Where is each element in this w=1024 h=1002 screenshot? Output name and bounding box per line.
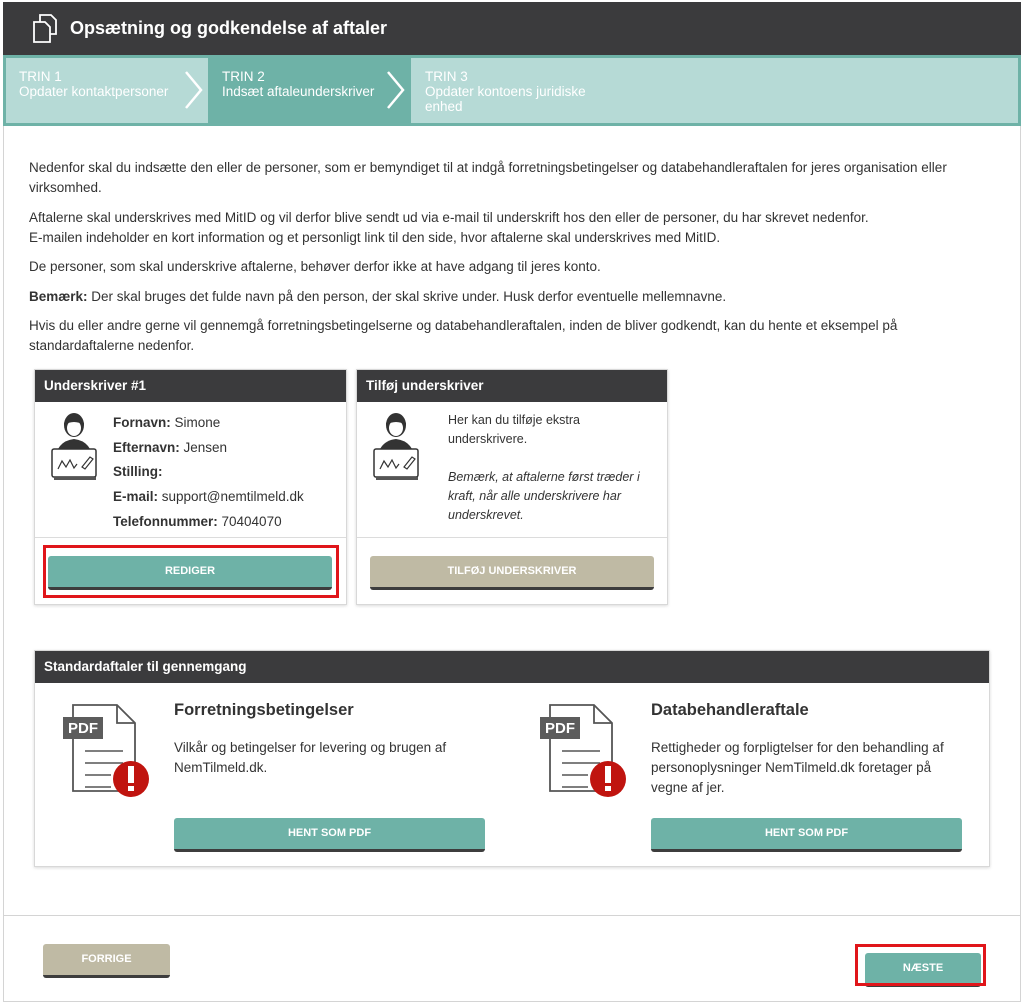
intro-paragraph: Nedenfor skal du indsætte den eller de personer, som er bemyndiget til at indgå forretningsbetingelser og databehandleraftalen for jeres organisation eller virksomhed. — [29, 160, 947, 195]
svg-text:PDF: PDF — [68, 720, 98, 737]
person-signing-icon — [370, 411, 422, 481]
last-name-value: Jensen — [179, 439, 228, 455]
header-bar — [3, 2, 1021, 55]
step-1[interactable] — [6, 58, 208, 123]
note-label: Bemærk: — [29, 288, 88, 304]
position-row — [113, 460, 304, 485]
add-signer-info — [448, 411, 648, 525]
next-button[interactable]: NÆSTE — [865, 953, 981, 987]
chevron-right-icon — [182, 70, 206, 110]
doc-title-dpa: Databehandleraftale — [651, 701, 809, 719]
step-progress — [3, 55, 1021, 126]
intro-line: Aftalerne skal underskrives med MitID og vil derfor blive sendt ud via e-mail til underskrift hos den eller de personer, du har skrevet nedenfor. — [29, 209, 869, 225]
email-label: E-mail: — [113, 489, 159, 505]
step-1-label: Opdater kontaktpersoner — [19, 84, 169, 99]
copy-documents-icon — [31, 14, 59, 44]
phone-row — [113, 510, 304, 535]
last-name-label: Efternavn: — [113, 439, 180, 455]
signer-card-title: Underskriver #1 — [35, 370, 346, 402]
step-1-number: TRIN 1 — [19, 69, 62, 84]
intro-text — [29, 158, 969, 366]
first-name-value: Simone — [170, 415, 221, 430]
page-title: Opsætning og godkendelse af aftaler — [70, 18, 388, 38]
intro-paragraph — [29, 287, 969, 307]
intro-paragraph: Hvis du eller andre gerne vil gennemgå forretningsbetingelserne og databehandleraftalen, inden de bliver godkendt, kan du hente et eksempel på standardaftalerne nedenfor. — [29, 318, 898, 353]
edit-signer-button[interactable]: REDIGER — [48, 556, 332, 590]
intro-line: E-mailen indeholder en kort information og et personligt link til den side, hvor aftalerne skal underskrives med MitID. — [29, 229, 721, 245]
person-signing-icon — [48, 411, 100, 481]
doc-desc-terms: Vilkår og betingelser for levering og brugen af NemTilmeld.dk. — [174, 740, 447, 775]
step-2-label: Indsæt aftaleunderskriver — [222, 84, 375, 99]
phone-label: Telefonnummer: — [113, 513, 218, 529]
email-value: support@nemtilmeld.dk — [158, 489, 304, 505]
first-name-label: Fornavn: — [113, 415, 171, 430]
highlight-box — [855, 944, 986, 986]
email-row — [113, 485, 304, 510]
signer-details — [113, 411, 304, 535]
step-2-number: TRIN 2 — [222, 69, 265, 84]
step-3[interactable] — [411, 58, 611, 123]
divider — [35, 537, 346, 538]
add-signer-text: Her kan du tilføje ekstra underskrivere. — [448, 413, 580, 446]
position-label: Stilling: — [113, 464, 163, 480]
intro-paragraph: De personer, som skal underskrive aftalerne, behøver derfor ikke at have adgang til jeres konto. — [29, 259, 601, 274]
step-3-label: Opdater kontoens juridiske enhed — [425, 84, 586, 114]
add-signer-card-title: Tilføj underskriver — [357, 370, 667, 402]
note-text: Der skal bruges det fulde navn på den person, der skal skrive under. Husk derfor eventuelle mellemnavne. — [87, 288, 727, 304]
standard-agreements-title: Standardaftaler til gennemgang — [35, 651, 989, 683]
chevron-right-icon — [384, 70, 408, 110]
svg-text:PDF: PDF — [545, 720, 575, 737]
download-terms-pdf-button[interactable]: HENT SOM PDF — [174, 818, 485, 852]
pdf-warning-icon — [61, 703, 153, 801]
previous-button[interactable]: FORRIGE — [43, 944, 170, 978]
step-3-number: TRIN 3 — [425, 69, 468, 84]
divider — [357, 537, 667, 538]
intro-paragraph — [29, 208, 969, 248]
phone-value: 70404070 — [217, 513, 282, 529]
add-signer-button[interactable]: TILFØJ UNDERSKRIVER — [370, 556, 654, 590]
first-name-row — [113, 411, 304, 436]
divider — [3, 915, 1021, 916]
highlight-box — [43, 545, 339, 598]
doc-desc-dpa: Rettigheder og forpligtelser for den behandling af personoplysninger NemTilmeld.dk foretager på vegne af jer. — [651, 740, 944, 795]
download-dpa-pdf-button[interactable]: HENT SOM PDF — [651, 818, 962, 852]
step-2[interactable] — [208, 58, 411, 123]
doc-title-terms: Forretningsbetingelser — [174, 701, 354, 719]
last-name-row — [113, 436, 304, 461]
add-signer-note: Bemærk, at aftalerne først træder i kraft, når alle underskrivere har underskrevet. — [448, 470, 640, 522]
pdf-warning-icon — [538, 703, 630, 801]
